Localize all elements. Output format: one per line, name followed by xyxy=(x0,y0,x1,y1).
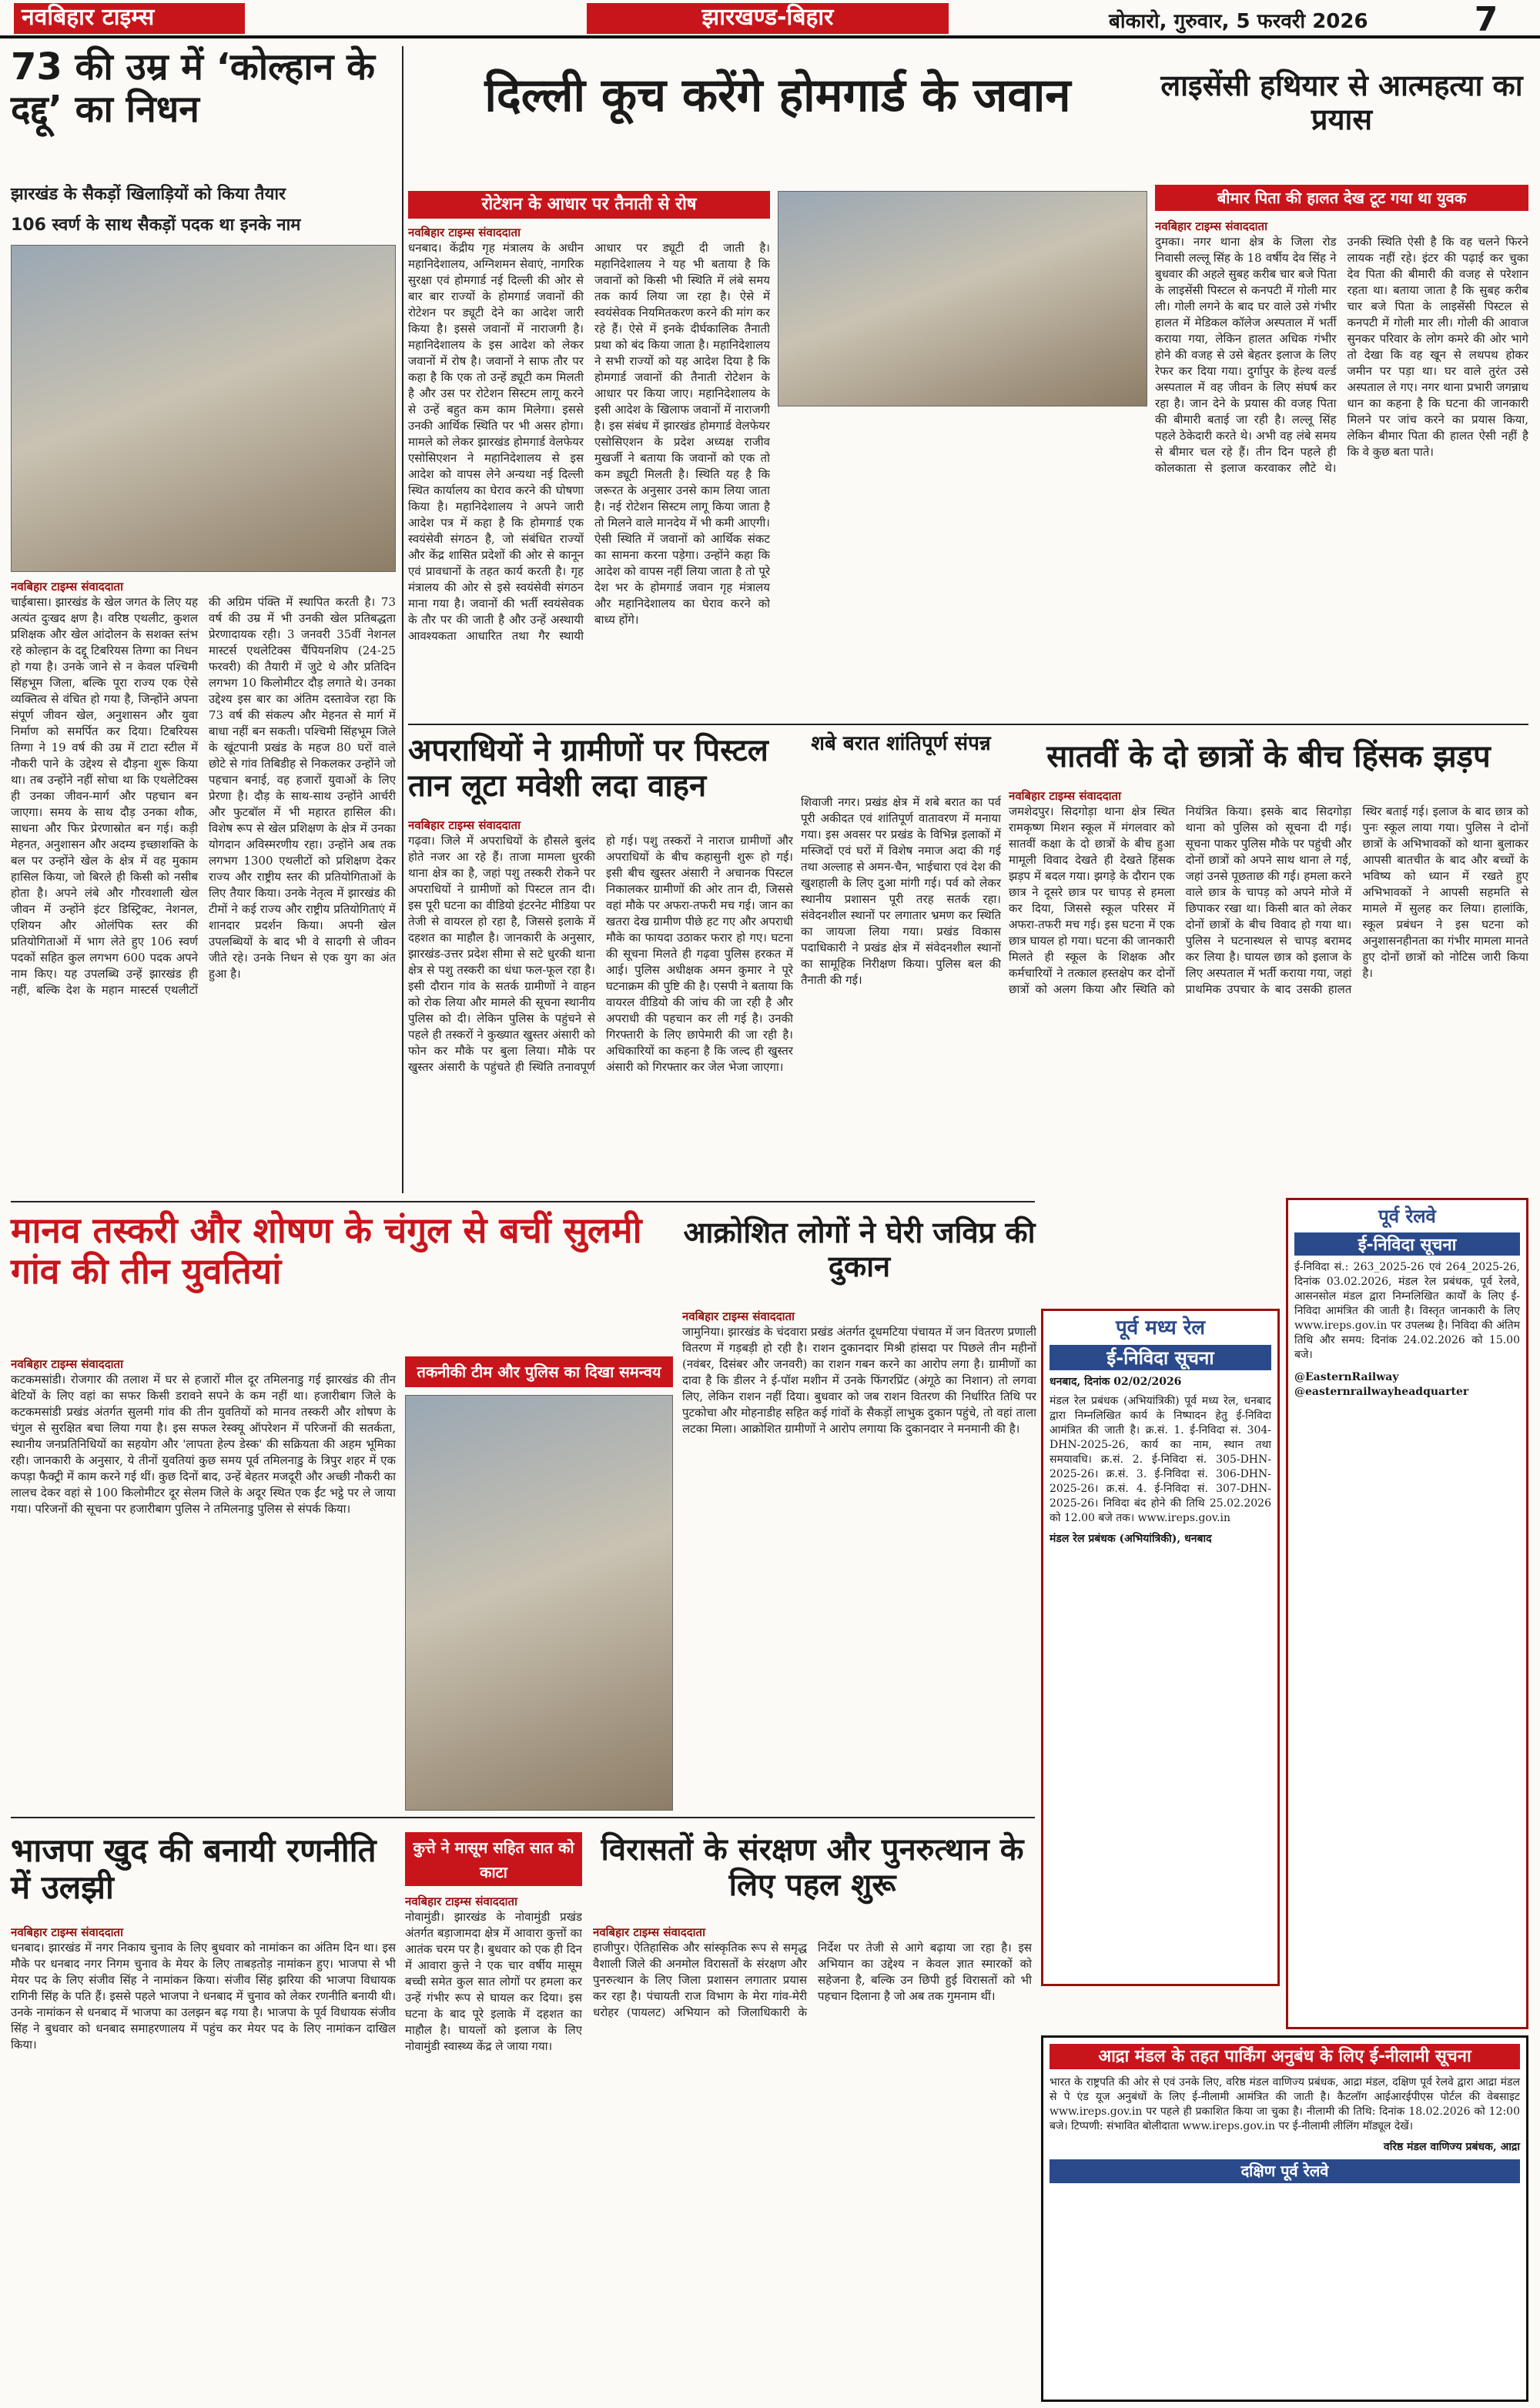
story3-body-col xyxy=(1155,219,1528,711)
paper-name: नवबिहार टाइम्स xyxy=(14,3,245,34)
story10-body: नोवामुंडी। झारखंड के नोवामुंडी प्रखंड अंतर्गत बड़ाजामदा क्षेत्र में आवारा कुत्तों का आतंक चरम पर है। बुधवार को एक ही दिन में आवारा कुत्ते ने एक चार वर्षीय मासूम बच्ची समेत कुल सात लोगों पर हमला कर उन्हें गंभीर रूप से घायल कर दिया। इस घटना के बाद पूरे इलाके में दहशत का माहौल है। घायलों को इलाज के लिए नोवामुंडी स्वास्थ्य केंद्र ले जाया गया। xyxy=(405,1910,582,2053)
tender1-body: मंडल रेल प्रबंधक (अभियांत्रिकी) पूर्व मध्य रेल, धनबाद द्वारा निम्नलिखित कार्य के निष्पादन हेतु ई-निविदा आमंत्रित की जाती है। क्र.सं. 1. ई-निविदा सं. 304-DHN-2025-26, कार्य का नाम, स्थान तथा समयावधि। क्र.सं. 2. ई-निविदा सं. 305-DHN-2025-26। क्र.सं. 3. ई-निविदा सं. 306-DHN-2025-26। क्र.सं. 4. ई-निविदा सं. 307-DHN-2025-26। निविदा बंद होने की तिथि 25.02.2026 को 12.00 बजे तक। www.ireps.gov.in xyxy=(1050,1394,1271,1524)
story6-body-col xyxy=(1009,788,1528,1189)
story1-photo xyxy=(11,245,396,572)
divider xyxy=(11,1817,1035,1818)
tender2-title: ई-निविदा सूचना xyxy=(1294,1232,1520,1256)
section-title: झारखण्ड-बिहार xyxy=(587,3,949,34)
tender2-twitter[interactable]: @EasternRailway xyxy=(1294,1370,1399,1383)
story2-body-col xyxy=(408,225,770,717)
story2-photo xyxy=(778,191,1147,406)
story2-headline: दिल्ली कूच करेंगे होमगार्ड के जवान xyxy=(484,69,1071,122)
story5-body: शिवाजी नगर। प्रखंड क्षेत्र में शबे बरात का पर्व पूरी अकीदत एवं शांतिपूर्ण वातावरण में मनाया गया। इस अवसर पर प्रखंड के विभिन्न इलाकों में मस्जिदों एवं घरों में विशेष नमाज अदा की गई तथा अल्लाह से अमन-चैन, भाईचारा एवं देश की खुशहाली के लिए दुआ मांगी गई। पर्व को लेकर स्थानीय प्रशासन पूरी तरह सतर्क रहा। संवेदनशील स्थानों पर लगातार भ्रमण कर स्थिति का जायजा लिया गया। प्रखंड विकास पदाधिकारी ने प्रखंड क्षेत्र में संवेदनशील स्थानों का सामूहिक निरीक्षण किया। पुलिस बल की तैनाती की गई। xyxy=(801,795,1001,987)
story7-body: कटकमसांडी। रोजगार की तलाश में घर से हजारों मील दूर तमिलनाडु गई झारखंड की तीन बेटियों के लिए वहां का सफर किसी डरावने सपने के कम नहीं था। हजारीबाग जिले के कटकमसांडी प्रखंड अंतर्गत सुलमी गांव की तीन युवतियों को मानव तस्करी और शोषण के चंगुल से सुरक्षित बचा लिया गया है। इस सफल रेस्क्यू ऑपरेशन में परिजनों की सतर्कता, स्थानीय जनप्रतिनिधियों का सहयोग और 'लापता हेल्प डेस्क' की सक्रियता की अहम भूमिका रही। जानकारी के अनुसार, ये तीनों युवतियां कुछ समय पूर्व तमिलनाडु के त्रिपुर शहर में एक कपड़ा फैक्ट्री में काम करने गई थीं। कुछ दिनों बाद, उन्हें बेहतर मजदूरी और अच्छी नौकरी का लालच देकर वहां से 100 किलोमीटर दूर सेलम जिले के अदूर स्थित एक ईंट भट्ठे पर ले जाया गया। परिजनों की सूचना पर हजारीबाग पुलिस ने तमिलनाडु पुलिस से संपर्क किया। xyxy=(11,1373,396,1516)
notice-brand: दक्षिण पूर्व रेलवे xyxy=(1050,2159,1520,2183)
story11-headline: विरासतों के संरक्षण और पुनरुत्थान के लिए पहल शुरू xyxy=(601,1832,1024,1903)
notice-footer: वरिष्ठ मंडल वाणिज्य प्रबंधक, आद्रा xyxy=(1383,2141,1520,2154)
story6-headline: सातवीं के दो छात्रों के बीच हिंसक झड़प xyxy=(1046,739,1491,774)
tender2-body: ई-निविदा सं.: 263_2025-26 एवं 264_2025-26, दिनांक 03.02.2026, मंडल रेल प्रबंधक, पूर्व रेलवे, आसनसोल मंडल द्वारा निम्नलिखित कार्यों के लिए ई-निविदा आमंत्रित की जाती है। विस्तृत जानकारी के लिए www.ireps.gov.in पर उपलब्ध है। निविदा की अंतिम तिथि और समय: दिनांक 24.02.2026 को 15.00 बजे। xyxy=(1294,1260,1520,1361)
story10-headline: कुत्ते ने मासूम सहित सात को काटा xyxy=(405,1832,582,1886)
story8-body-col xyxy=(682,1309,1036,1809)
story9-byline: नवबिहार टाइम्स संवाददाता xyxy=(11,1925,123,1939)
story11-byline: नवबिहार टाइम्स संवाददाता xyxy=(593,1925,705,1939)
story6-byline: नवबिहार टाइम्स संवाददाता xyxy=(1009,789,1121,803)
story4-headline: अपराधियों ने ग्रामीणों पर पिस्टल तान लूटा मवेशी लदा वाहन xyxy=(408,733,768,804)
story9-body-col xyxy=(11,1925,396,2402)
notice-body: भारत के राष्ट्रपति की ओर से एवं उनके लिए, वरिष्ठ मंडल वाणिज्य प्रबंधक, आद्रा मंडल, दक्षिण पूर्व रेलवे द्वारा आद्रा मंडल से पे एंड यूज अनुबंधों के लिए ई-नीलामी आमंत्रित की जाती है। कैटलॉग आईआरईपीएस पोर्टल की वेबसाइट www.ireps.gov.in पर पहले ही प्रकाशित किया जा चुका है। नीलामी की तिथि: दिनांक 18.02.2026 को 12:00 बजे। टिप्पणी: संभावित बोलीदाता www.ireps.gov.in पर ई-नीलामी लीलिंग मॉड्यूल देखें। xyxy=(1050,2076,1520,2133)
story11-body-col xyxy=(593,1925,1032,2402)
story10-byline: नवबिहार टाइम्स संवाददाता xyxy=(405,1895,517,1908)
tender1-footer: मंडल रेल प्रबंधक (अभियांत्रिकी), धनबाद xyxy=(1050,1532,1212,1545)
story5-headline: शबे बरात शांतिपूर्ण संपन्न xyxy=(811,732,991,755)
story9-body: धनबाद। झारखंड में नगर निकाय चुनाव के लिए बुधवार को नामांकन का अंतिम दिन था। इस मौके पर धनबाद नगर निगम चुनाव के मेयर के लिए ताबड़तोड़ नामांकन हुए। भाजपा से भी मेयर पद के लिए संजीव सिंह ने नामांकन किया। संजीव सिंह झरिया की भाजपा विधायक रागिनी सिंह के पति हैं। इससे पहले भाजपा ने धनबाद में चुनाव को लेकर रणनीति बनायी थी। उनके नामांकन से धनबाद में भाजपा का उलझन बढ़ गया है। भाजपा के पूर्व विधायक संजीव सिंह ने बुधवार को धनबाद समाहरणालय में पहुंच कर मेयर पद के लिए नामांकन दाखिल किया। xyxy=(11,1941,396,2052)
tender2-org: पूर्व रेलवे xyxy=(1378,1206,1436,1227)
story11-body: हाजीपुर। ऐतिहासिक और सांस्कृतिक रूप से समृद्ध वैशाली जिले की अनमोल विरासतों के संरक्षण और पुनरुत्थान के लिए जिला प्रशासन लगातार प्रयास कर रहा है। पंचायती राज विभाग के मेरा गांव-मेरी धरोहर (पायलट) अभियान को जिलाधिकारी के निर्देश पर तेजी से आगे बढ़ाया जा रहा है। इस अभियान का उद्देश्य न केवल ज्ञात स्मारकों को सहेजना है, बल्कि उन छिपी हुई विरासतों को भी पहचान दिलाना है जो अब तक गुमनाम थीं। xyxy=(593,1941,1032,2019)
story6-body: जमशेदपुर। सिदगोड़ा थाना क्षेत्र स्थित रामकृष्ण मिशन स्कूल में मंगलवार को सातवीं कक्षा के दो छात्रों के बीच हुआ मामूली विवाद देखते ही देखते हिंसक झड़प में बदल गया। झगड़े के दौरान एक छात्र ने दूसरे छात्र पर चापड़ से हमला कर दिया, जिससे स्कूल परिसर में अफरा-तफरी मच गई। इस घटना में एक छात्र घायल हो गया। घटना की जानकारी मिलते ही स्कूल के शिक्षक और कर्मचारियों ने तत्काल हस्तक्षेप कर दोनों छात्रों को अलग किया और स्थिति को नियंत्रित किया। इसके बाद सिदगोड़ा थाना को पुलिस को सूचना दी गई। सूचना पाकर पुलिस मौके पर पहुंची और दोनों छात्रों को अपने साथ थाना ले गई, जहां उनसे पूछताछ की गई। हमला करने वाले छात्र के चापड़ को अपने मोजे में छिपाकर रखा था। किसी बात को लेकर दोनों छात्रों के बीच विवाद हो गया था। पुलिस ने घटनास्थल से चापड़ बरामद कर लिया है। घायल छात्र को इलाज के लिए अस्पताल में भर्ती कराया गया, जहां प्राथमिक उपचार के बाद उसकी हालत स्थिर बताई गई। इलाज के बाद छात्र को पुनः स्कूल लाया गया। पुलिस ने दोनों छात्रों के अभिभावकों को थाना बुलाकर आपसी बातचीत के बाद और बच्चों के भविष्य को ध्यान में रखते हुए अभिभावकों ने आपसी सहमति से मामले में सुलह कर लिया। हालांकि, स्कूल प्रबंधन ने इस घटना को अनुशासनहीनता का गंभीर मामला मानते हुए दोनों छात्रों को नोटिस जारी किया है। xyxy=(1009,804,1528,996)
divider xyxy=(402,46,403,1193)
story7-byline: नवबिहार टाइम्स संवाददाता xyxy=(11,1357,123,1371)
story1-headline: 73 की उम्र में ‘कोल्हान के दद्दू’ का निधन xyxy=(11,45,376,132)
dateline: बोकारो, गुरुवार, 5 फरवरी 2026 xyxy=(1109,10,1368,33)
story4-body: गढ़वा। जिले में अपराधियों के हौसले बुलंद होते नजर आ रहे हैं। ताजा मामला धुरकी थाना क्षेत्र का है, जहां पशु तस्करी रोकने पर अपराधियों ने ग्रामीणों को पिस्टल तान दी। इस पूरी घटना का वीडियो इंटरनेट मीडिया पर तेजी से वायरल हो रहा है, जिससे इलाके में दहशत का माहौल है। जानकारी के अनुसार, झारखंड-उत्तर प्रदेश सीमा से सटे धुरकी थाना क्षेत्र से पशु तस्करी का धंधा फल-फूल रहा है। इसी दौरान गांव के सतर्क ग्रामीणों ने वाहन को रोक लिया और मामले की सूचना स्थानीय पुलिस को दी। लेकिन पुलिस के पहुंचने से पहले ही तस्करों ने कुख्यात खुस्तर अंसारी को फोन कर मौके पर बुला लिया। मौके पर खुस्तर अंसारी के पहुंचते ही स्थिति तनावपूर्ण हो गई। पशु तस्करों ने नाराज ग्रामीणों और अपराधियों के बीच कहासुनी शुरू हो गई। इसी बीच खुस्तर अंसारी ने अचानक पिस्टल निकालकर ग्रामीणों की ओर तान दी, जिससे वहां मौके पर अफरा-तफरी मच गई। जान का खतरा देख ग्रामीण पीछे हट गए और अपराधी मौके का फायदा उठाकर फरार हो गए। घटना की सूचना मिलते ही गढ़वा पुलिस हरकत में आई। पुलिस अधीक्षक अमन कुमार ने पूरे घटनाक्रम की पुष्टि की है। एसपी ने बताया कि वायरल वीडियो की जांच की जा रही है और अपराधी की पहचान कर ली गई है। उनकी गिरफ्तारी के लिए छापेमारी की जा रही है। अधिकारियों का कहना है कि जल्द ही खुस्तर अंसारी को गिरफ्तार कर जेल भेजा जाएगा। xyxy=(408,834,793,1074)
story8-byline: नवबिहार टाइम्स संवाददाता xyxy=(682,1309,795,1323)
story7-photo xyxy=(405,1395,673,1811)
page-number: 7 xyxy=(1474,0,1498,39)
story3-subhead: बीमार पिता की हालत देख टूट गया था युवक xyxy=(1155,185,1528,211)
tender2-footer[interactable]: @easternrailwayheadquarter xyxy=(1294,1385,1469,1398)
story1-photo-caption: 106 स्वर्ण के साथ सैकड़ों पदक था इनके नाम xyxy=(11,216,301,235)
tender1-org: पूर्व मध्य रेल xyxy=(1116,1316,1205,1339)
story2-subhead: रोटेशन के आधार पर तैनाती से रोष xyxy=(408,191,770,219)
story8-body: जामुनिया। झारखंड के चंदवारा प्रखंड अंतर्गत दूधमटिया पंचायत में जन वितरण प्रणाली वितरण में गड़बड़ी हो रही है। राशन दुकानदार मिश्री हांसदा पर पिछले तीन महीनों (नवंबर, दिसंबर और जनवरी) का राशन गबन करने का आरोप लगा है। ग्रामीणों का दावा है कि डीलर ने ई-पॉश मशीन में उनके फिंगरप्रिंट (अंगूठे का निशान) तो लगवा लिए, लेकिन राशन नहीं दिया। बुधवार को जब राशन वितरण की निर्धारित तिथि पर पुटकोचा और मोहनाडीह सहित कई गांवों के सैकड़ों लाभुक दुकान पहुंचे, तो वहां ताला लटका मिला। आक्रोशित ग्रामीणों ने आरोप लगाया कि दुकानदार ने मनमानी की है। xyxy=(682,1325,1036,1436)
story1-body: चाईबासा। झारखंड के खेल जगत के लिए यह अत्यंत दुःखद क्षण है। वरिष्ठ एथलीट, कुशल प्रशिक्षक और खेल आंदोलन के सशक्त स्तंभ रहे कोल्हान के दद्दू टिबरियस तिग्गा का निधन हो गया है। उनके जाने से न केवल पश्चिमी सिंहभूम जिला, बल्कि पूरा राज्य एक ऐसे व्यक्तित्व से वंचित हो गया है, जिन्होंने अपना संपूर्ण जीवन खेल, अनुशासन और युवा निर्माण को समर्पित कर दिया। टिबरियस तिग्गा ने 19 वर्ष की उम्र में टाटा स्टील में नौकरी पाने के उद्देश्य से दौड़ना शुरू किया था। तब उन्होंने नहीं सोचा था कि एथलेटिक्स ही उनका जीवन-मार्ग और पहचान बन जाएगा। समय के साथ दौड़ उनका शौक, साधना और फिर प्रेरणास्रोत बन गई। कड़ी मेहनत, अनुशासन और अदम्य इच्छाशक्ति के बल पर उन्होंने खेल के क्षेत्र में वह मुकाम हासिल किया, जो बिरले ही किसी को नसीब होता है। अपने लंबे और गौरवशाली खेल जीवन में उन्होंने इंटर डिस्ट्रिक्ट, नेशनल, एशियन और ओलंपिक स्तर की प्रतियोगिताओं में भाग लेते हुए 106 स्वर्ण पदकों सहित कुल लगभग 600 पदक अपने नाम किए। यह उपलब्धि उन्हें झारखंड ही नहीं, बल्कि देश के महान मास्टर्स एथलीटों की अग्रिम पंक्ति में स्थापित करती है। 73 वर्ष की उम्र में भी उनकी खेल प्रतिबद्धता प्रेरणादायक रही। 3 जनवरी 35वीं नेशनल मास्टर्स एथलेटिक्स चैंपियनशिप (24-25 फरवरी) की तैयारी में जुटे थे और प्रतिदिन लगभग 10 किलोमीटर दौड़ लगाते थे। उनका उद्देश्य इस बार का अंतिम दस्तावेज रहा कि 73 वर्ष की संकल्प और मेहनत से मार्ग में बाधा नहीं बन सकती। पश्चिमी सिंहभूम जिले के खूंटपानी प्रखंड के महज 80 घरों वाले छोटे से गांव तिबिडीह से निकलकर उन्होंने जो पहचान बनाई, वह हजारों युवाओं के लिए प्रेरणा है। दौड़ के साथ-साथ उन्होंने आर्चरी और फुटबॉल में भी महारत हासिल की। विशेष रूप से खेल प्रशिक्षण के क्षेत्र में उनका योगदान अविस्मरणीय रहा। उन्होंने अब तक लगभग 1300 एथलीटों को प्रशिक्षण देकर राज्य और राष्ट्रीय स्तर की प्रतियोगिताओं के लिए तैयार किया। उनके नेतृत्व में झारखंड की टीमों ने कई राज्य और राष्ट्रीय प्रतियोगिताएं में शानदार प्रदर्शन किया। अपनी खेल उपलब्धियों के बाद भी वे सादगी से जीवन जीते रहे। उनके निधन से एक युग का अंत हुआ है। xyxy=(11,595,396,997)
story10-body-col xyxy=(405,1894,582,2402)
tender1-box xyxy=(1041,1309,1280,1986)
story3-body: दुमका। नगर थाना क्षेत्र के जिला रोड निवासी लल्लू सिंह के 18 वर्षीय देव सिंह ने बुधवार की अहले सुबह करीब चार बजे पिता के लाइसेंसी पिस्टल से कनपटी में गोली मार ली। गोली लगने के बाद घर वाले उसे गंभीर हालत में मेडिकल कॉलेज अस्पताल में भर्ती कराया गया, लेकिन हालत अधिक गंभीर होने की वजह से उसे बेहतर इलाज के लिए रेफर कर दिया गया। दुर्गापुर के हेल्थ वर्ल्ड अस्पताल में वह जीवन के लिए संघर्ष कर रहा है। जान देने के प्रयास की वजह पिता की बीमारी बताई जा रही है। लल्लू सिंह पहले ठेकेदारी करते थे। अभी वह लंबे समय से बीमार चल रहे हैं। तीन दिन पहले ही कोलकाता से इलाज करवाकर लौटे थे। उनकी स्थिति ऐसी है कि वह चलने फिरने लायक नहीं रहे। इंटर की पढ़ाई कर चुका देव पिता की बीमारी की वजह से परेशान रहता था। बताया जाता है कि सुबह करीब चार बजे पिता के लाइसेंसी पिस्टल से कनपटी में गोली मार ली। गोली की आवाज सुनकर परिवार के लोग कमरे की ओर भागे तो देखा कि वह खून से लथपथ होकर जमीन पर पड़ा था। घर वाले तुरंत उसे अस्पताल ले गए। नगर थाना प्रभारी जगन्नाथ धान का कहना है कि घटना की जानकारी मिलने पर जांच करने का प्रयास किया, लेकिन बीमार पिता की हालत ऐसी नहीं है कि वे कुछ बता पाते। xyxy=(1155,235,1528,475)
story7-headline: मानव तस्करी और शोषण के चंगुल से बचीं सुलमी गांव की तीन युवतियां xyxy=(11,1209,642,1292)
story3-byline: नवबिहार टाइम्स संवाददाता xyxy=(1155,219,1267,233)
story2-body: धनबाद। केंद्रीय गृह मंत्रालय के अधीन महानिदेशालय, अग्निशमन सेवाएं, नागरिक सुरक्षा एवं होमगार्ड नई दिल्ली की ओर से बार बार राज्यों के होमगार्ड जवानों की रोटेशन पर ड्यूटी देने का आदेश जारी किया है। इससे जवानों में नाराजगी है। महानिदेशालय के इस आदेश को लेकर जवानों में रोष है। जवानों ने साफ तौर पर कहा है कि एक तो उन्हें ड्यूटी कम मिलती है और उस पर रोटेशन सिस्टम लागू करने से उन्हें बहुत कम काम मिलेगा। इससे उनकी आर्थिक स्थिति पर भी असर होगा। मामले को लेकर झारखंड होमगार्ड वेलफेयर एसोसिएशन ने महानिदेशालय से इस आदेश को वापस लेने अन्यथा नई दिल्ली स्थित कार्यालय का घेराव करने की घोषणा किया है। महानिदेशालय ने अपने जारी आदेश पत्र में कहा है कि होमगार्ड एक स्वयंसेवी संगठन है, जो संबंधित राज्यों और केंद्र शासित प्रदेशों की ओर से कानून एवं प्रावधानों के तहत कार्य करती है। गृह मंत्रालय की ओर से इसे स्वयंसेवी संगठन माना गया है। जवानों की भर्ती स्वयंसेवक के तौर पर की जाती है और उन्हें अस्थायी आवश्यकता आधारित तथा गैर स्थायी आधार पर ड्यूटी दी जाती है। महानिदेशालय ने यह भी बताया है कि जवानों को किसी भी स्थिति में लंबे समय तक कार्य लिया जा रहा है। ऐसे में स्वयंसेवक नियमितकरण करने की मांग कर रहे हैं। ऐसे में इनके दीर्घकालिक तैनाती प्रथा को बंद किया जाता है। महानिदेशालय ने सभी राज्यों को यह आदेश दिया है कि होमगार्ड जवानों की तैनाती रोटेशन के आधार पर किया जाए। महानिदेशालय के इसी आदेश के खिलाफ जवानों में नाराजगी है। इस संबंध में झारखंड होमगार्ड वेलफेयर एसोसिएशन के प्रदेश अध्यक्ष राजीव मुखर्जी ने बताया कि जवानों को एक तो कम ड्यूटी मिलती है। स्थिति यह है कि जरूरत के अनुसार उनसे काम लिया जाता है। नई रोटेशन सिस्टम लागू किया जाता है तो मिलने वाले मानदेय में भी कमी आएगी। ऐसी स्थिति में जवानों को आर्थिक संकट का सामना करना पड़ेगा। उन्होंने कहा कि आदेश को वापस नहीं लिया जाता है तो पूरे देश भर के होमगार्ड जवान गृह मंत्रालय और महानिदेशालय का घेराव करने को बाध्य होंगे। xyxy=(408,241,770,643)
story7-body-col xyxy=(11,1356,396,1818)
story1-byline: नवबिहार टाइम्स संवाददाता xyxy=(11,580,123,594)
story9-headline: भाजपा खुद की बनायी रणनीति में उलझी xyxy=(11,1831,377,1907)
story3-headline: लाइसेंसी हथियार से आत्महत्या का प्रयास xyxy=(1160,69,1523,136)
story7-subhead: तकनीकी टीम और पुलिस का दिखा समन्वय xyxy=(405,1356,673,1387)
story4-body-col xyxy=(408,818,793,1195)
story1-body-col xyxy=(11,579,396,1195)
divider xyxy=(408,724,1528,725)
divider xyxy=(11,1201,1035,1202)
notice-title: आद्रा मंडल के तहत पार्किंग अनुबंध के लिए ई-नीलामी सूचना xyxy=(1050,2044,1520,2069)
story4-byline: नवबिहार टाइम्स संवाददाता xyxy=(408,818,521,832)
story1-deck: झारखंड के सैकड़ों खिलाड़ियों को किया तैयार xyxy=(11,185,286,204)
auction-notice xyxy=(1041,2035,1528,2402)
tender1-place: धनबाद, दिनांक 02/02/2026 xyxy=(1050,1375,1182,1388)
story8-headline: आक्रोशित लोगों ने घेरी जविप्र की दुकान xyxy=(683,1216,1036,1283)
tender1-title: ई-निविदा सूचना xyxy=(1050,1345,1271,1370)
tender2-box xyxy=(1286,1198,1528,2029)
story2-byline: नवबिहार टाइम्स संवाददाता xyxy=(408,226,521,239)
